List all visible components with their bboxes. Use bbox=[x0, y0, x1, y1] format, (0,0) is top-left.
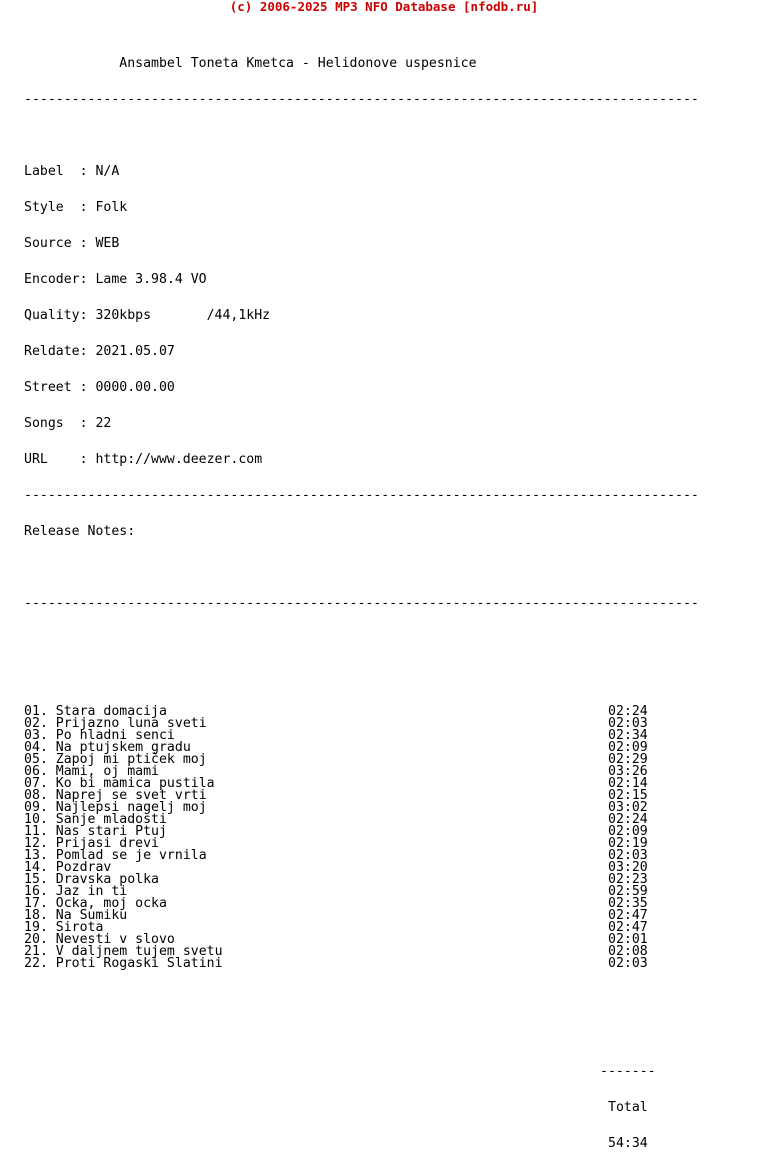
info-songs: Songs : 22 bbox=[24, 416, 112, 431]
track-number: 21. bbox=[24, 944, 48, 959]
track-time: 02:59 bbox=[608, 884, 648, 899]
track-time: 02:47 bbox=[608, 908, 648, 923]
track-title: Sirota bbox=[55, 920, 104, 935]
track-number: 16. bbox=[24, 884, 48, 899]
separator: ------------------------------------------------------------------------------------- bbox=[24, 596, 699, 611]
track-row bbox=[24, 910, 699, 922]
track-number: 20. bbox=[24, 932, 48, 947]
track-title: Naprej se svet vrti bbox=[55, 788, 207, 803]
track-time: 02:14 bbox=[608, 776, 648, 791]
separator: ------------------------------------------------------------------------------------- bbox=[24, 488, 699, 503]
track-title: V daljnem tujem svetu bbox=[55, 944, 223, 959]
info-quality: Quality: 320kbps /44,1kHz bbox=[24, 308, 271, 323]
total-label-line bbox=[24, 1102, 699, 1114]
info-url: URL : http://www.deezer.com bbox=[24, 452, 263, 467]
track-title: Na Sumiku bbox=[55, 908, 128, 923]
total-time: 54:34 bbox=[608, 1136, 648, 1151]
release-notes-label: Release Notes: bbox=[24, 524, 136, 539]
track-time: 02:03 bbox=[608, 716, 648, 731]
track-title: Najlepsi nagelj moj bbox=[55, 800, 207, 815]
track-title: Prijasi drevi bbox=[55, 836, 159, 851]
track-time: 02:35 bbox=[608, 896, 648, 911]
info-source: Source : WEB bbox=[24, 236, 120, 251]
track-time: 02:03 bbox=[608, 848, 648, 863]
track-time: 02:09 bbox=[608, 824, 648, 839]
track-number: 18. bbox=[24, 908, 48, 923]
total-rule-line bbox=[24, 1066, 699, 1078]
info-street: Street : 0000.00.00 bbox=[24, 380, 175, 395]
track-title: Nas stari Ptuj bbox=[55, 824, 167, 839]
track-number: 05. bbox=[24, 752, 48, 767]
track-time: 02:03 bbox=[608, 956, 648, 971]
nfo-document bbox=[24, 34, 699, 1162]
track-number: 11. bbox=[24, 824, 48, 839]
track-title: Po hladni senci bbox=[55, 728, 175, 743]
info-encoder: Encoder: Lame 3.98.4 VO bbox=[24, 272, 207, 287]
track-number: 09. bbox=[24, 800, 48, 815]
track-number: 14. bbox=[24, 860, 48, 875]
track-number: 02. bbox=[24, 716, 48, 731]
track-time: 02:15 bbox=[608, 788, 648, 803]
blank-line bbox=[24, 634, 699, 646]
track-title: Prijazno luna sveti bbox=[55, 716, 207, 731]
track-title: Ocka, moj ocka bbox=[55, 896, 167, 911]
blank-line bbox=[24, 1030, 699, 1042]
track-number: 12. bbox=[24, 836, 48, 851]
track-row bbox=[24, 958, 699, 970]
track-number: 10. bbox=[24, 812, 48, 827]
track-number: 04. bbox=[24, 740, 48, 755]
track-time: 02:47 bbox=[608, 920, 648, 935]
track-time: 02:09 bbox=[608, 740, 648, 755]
info-style: Style : Folk bbox=[24, 200, 128, 215]
title-line bbox=[24, 58, 699, 70]
track-title: Dravska polka bbox=[55, 872, 159, 887]
track-title: Na ptujskem gradu bbox=[55, 740, 191, 755]
track-title: Mami, oj mami bbox=[55, 764, 159, 779]
track-time: 02:08 bbox=[608, 944, 648, 959]
track-number: 08. bbox=[24, 788, 48, 803]
track-number: 15. bbox=[24, 872, 48, 887]
track-number: 01. bbox=[24, 704, 48, 719]
track-title: Pozdrav bbox=[55, 860, 112, 875]
track-time: 03:26 bbox=[608, 764, 648, 779]
track-title: Zapoj mi ptiček moj bbox=[55, 752, 207, 767]
track-number: 03. bbox=[24, 728, 48, 743]
album-title: Ansambel Toneta Kmetca - Helidonove uspesnice bbox=[119, 56, 477, 71]
track-number: 22. bbox=[24, 956, 48, 971]
site-header: (c) 2006-2025 MP3 NFO Database [nfodb.ru] bbox=[229, 0, 539, 14]
track-time: 02:19 bbox=[608, 836, 648, 851]
track-time: 02:23 bbox=[608, 872, 648, 887]
track-time: 02:29 bbox=[608, 752, 648, 767]
track-time: 02:24 bbox=[608, 704, 648, 719]
track-number: 13. bbox=[24, 848, 48, 863]
track-time: 02:34 bbox=[608, 728, 648, 743]
track-time: 02:01 bbox=[608, 932, 648, 947]
blank-line bbox=[24, 670, 699, 682]
track-row bbox=[24, 850, 699, 862]
separator: ------------------------------------------------------------------------------------- bbox=[24, 92, 699, 107]
track-number: 17. bbox=[24, 896, 48, 911]
track-title: Proti Rogaski Slatini bbox=[55, 956, 223, 971]
track-title: Jaz in ti bbox=[55, 884, 128, 899]
track-time: 02:24 bbox=[608, 812, 648, 827]
track-title: Sanje mladosti bbox=[55, 812, 167, 827]
track-time: 03:20 bbox=[608, 860, 648, 875]
blank-line bbox=[24, 562, 699, 574]
track-title: Pomlad se je vrnila bbox=[55, 848, 207, 863]
blank-line bbox=[24, 130, 699, 142]
total-time-line bbox=[24, 1138, 699, 1150]
info-reldate: Reldate: 2021.05.07 bbox=[24, 344, 175, 359]
track-number: 19. bbox=[24, 920, 48, 935]
track-number: 07. bbox=[24, 776, 48, 791]
track-time: 03:02 bbox=[608, 800, 648, 815]
track-title: Stara domacija bbox=[55, 704, 167, 719]
track-title: Nevesti v slovo bbox=[55, 932, 175, 947]
track-title: Ko bi mamica pustila bbox=[55, 776, 215, 791]
total-label: Total bbox=[608, 1100, 648, 1115]
info-label: Label : N/A bbox=[24, 164, 120, 179]
tracklist bbox=[24, 706, 699, 970]
track-number: 06. bbox=[24, 764, 48, 779]
blank-line bbox=[24, 994, 699, 1006]
total-rule: ------- bbox=[600, 1064, 656, 1079]
